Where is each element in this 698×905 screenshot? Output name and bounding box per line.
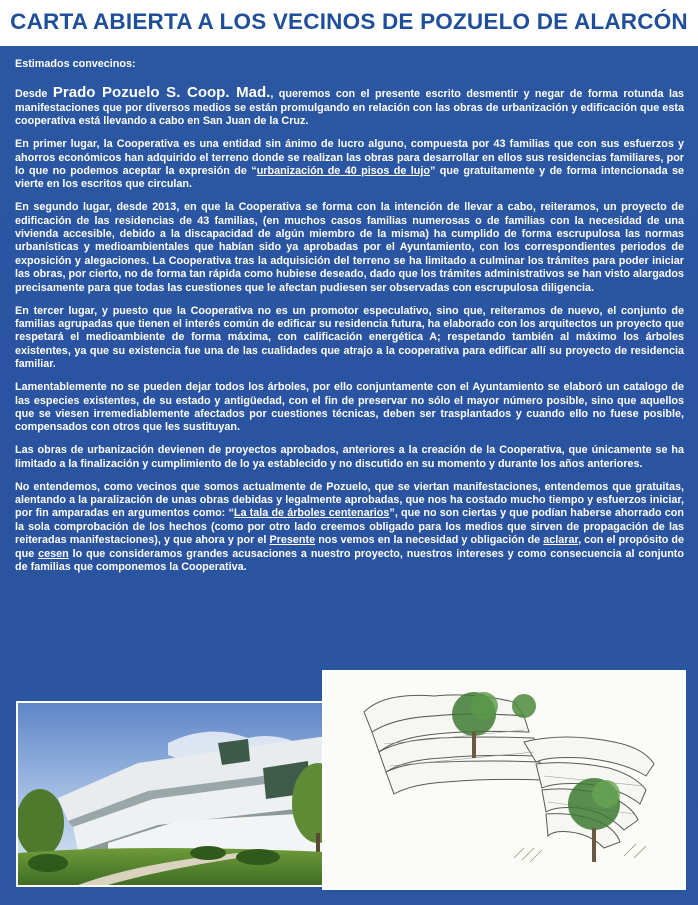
paragraph-2 [15,138,684,192]
paragraph-1 [15,86,684,128]
paragraph-4: En tercer lugar, y puesto que la Cooperativa no es un promotor especulativo, sino que, reiteramos de nuevo, el conjunto de familias agrupadas que tienen el interés común de edificar su residencia futura, ha elaborado con los arquitectos un proyecto que respetará el medioambiente de forma máxima, con calificación energética A; respetando también al máximo los árboles existentes, ya que su existencia fue una de las cualidades que atrajo a la cooperativa para edificar allí su proyecto de residencia familiar. [15,304,684,371]
building-sketch-drawing [322,670,686,890]
title-band [0,0,698,46]
p7-aclarar: aclarar [543,534,579,547]
p1-rest: , queremos con el presente escrito desmentir y negar de forma rotunda las manifestaciones que por diversos medios se están promulgando en relación con las obras de urbanización y edificación que esta cooperativa está llevando a cabo en San Juan de la Cruz. [15,88,685,128]
p7-presente: Presente [269,534,316,547]
p2-quote: urbanización de 40 pisos de lujo [256,164,430,177]
greeting: Estimados convecinos: [15,58,136,70]
p1-lead: Desde [15,88,53,101]
p2-before: En primer lugar, la Cooperativa es una entidad sin ánimo de lucro alguno, compuesta por 43 familias que con sus esfuerzos y ahorros económicos han adquirido el terreno donde se realizan las obras para desarrollar en ellos sus residencias familiares, por lo que no podemos aceptar la expresión de “ [15,138,684,177]
p2-after: ” que gratuitamente y de forma intencionada se vierte en los escritos que circulan. [15,164,685,191]
building-sketch-icon [324,672,684,888]
paragraph-5: Lamentablemente no se pueden dejar todos los árboles, por ello conjuntamente con el Ayuntamiento se elaboró un catalogo de las especies existentes, de su estado y antigüedad, con el fin de preservar no sólo el mayor número posible, sino que aquellos que se viesen irremediablemente afectados por cuestiones técnicas, deben ser trasplantados y cuando ello no fuese posible, compensados con otros que les sustituyan. [15,381,684,434]
paragraph-6: Las obras de urbanización devienen de proyectos aprobados, anteriores a la creación de la Cooperativa, que únicamente se ha limitado a la finalización y cumplimiento de lo ya establecido y no discutido en su momento y durante los años anteriores. [15,444,684,470]
p7-a: No entendemos, como vecinos que somos actualmente de Pozuelo, que se viertan manifestaciones, entendemos que gratuitas, alentando a la paralización de unas obras debidas y legalmente aprobadas, que nos ha costado mucho tiempo y esfuerzos iniciar, por fin amparadas en argumentos como: “ [15,480,684,520]
cooperative-name: Prado Pozuelo S. Coop. Mad. [52,84,271,102]
p7-quote: La tala de árboles centenarios [233,507,390,520]
p7-d: , con el propósito de que [15,534,684,560]
p7-e: lo que consideramos grandes acusaciones a nuestro proyecto, nuestros intereses y como consecuencia al conjunto de familias que componemos la Cooperativa. [15,547,684,573]
building-render-photo [16,701,350,887]
p7-c: nos vemos en la necesidad y obligación de [315,534,544,547]
paragraph-7 [15,481,684,575]
p7-b: ”, que no son ciertas y que podían haberse ahorrado con la sola comprobación de los hechos (como por otro lado creemos obligado para los medios que sirven de propagación de las reiteradas manifestaciones), y que ahora y por el [15,507,685,547]
letter-body [15,58,684,584]
page-title: CARTA ABIERTA A LOS VECINOS DE POZUELO DE ALARCÓN [10,9,688,34]
building-render-icon [18,703,348,885]
paragraph-3: En segundo lugar, desde 2013, en que la Cooperativa se forma con la intención de llevar a cabo, reiteramos, un proyecto de edificación de las residencias de 43 familias, (en muchos casos familias numerosas o de familias con la necesidad de una vivienda accesible, debido a la discapacidad de algún miembro de la misma) ha cumplido de forma escrupulosa las normas urbanísticas y medioambientales que habían sido ya aprobadas por el Ayuntamiento, con los correspondientes periodos de exposición y alegaciones. La Cooperativa tras la adquisición del terreno se ha limitado a culminar los trámites para poder iniciar las obras, por cierto, no de forma tan rápida como hubiese deseado, dado que los trámites administrativos se han visto alargados precisamente para que todas las cuestiones que le afectan pudiesen ser observadas con escrupulosa diligencia. [15,201,684,294]
p7-cesen: cesen [38,547,69,560]
